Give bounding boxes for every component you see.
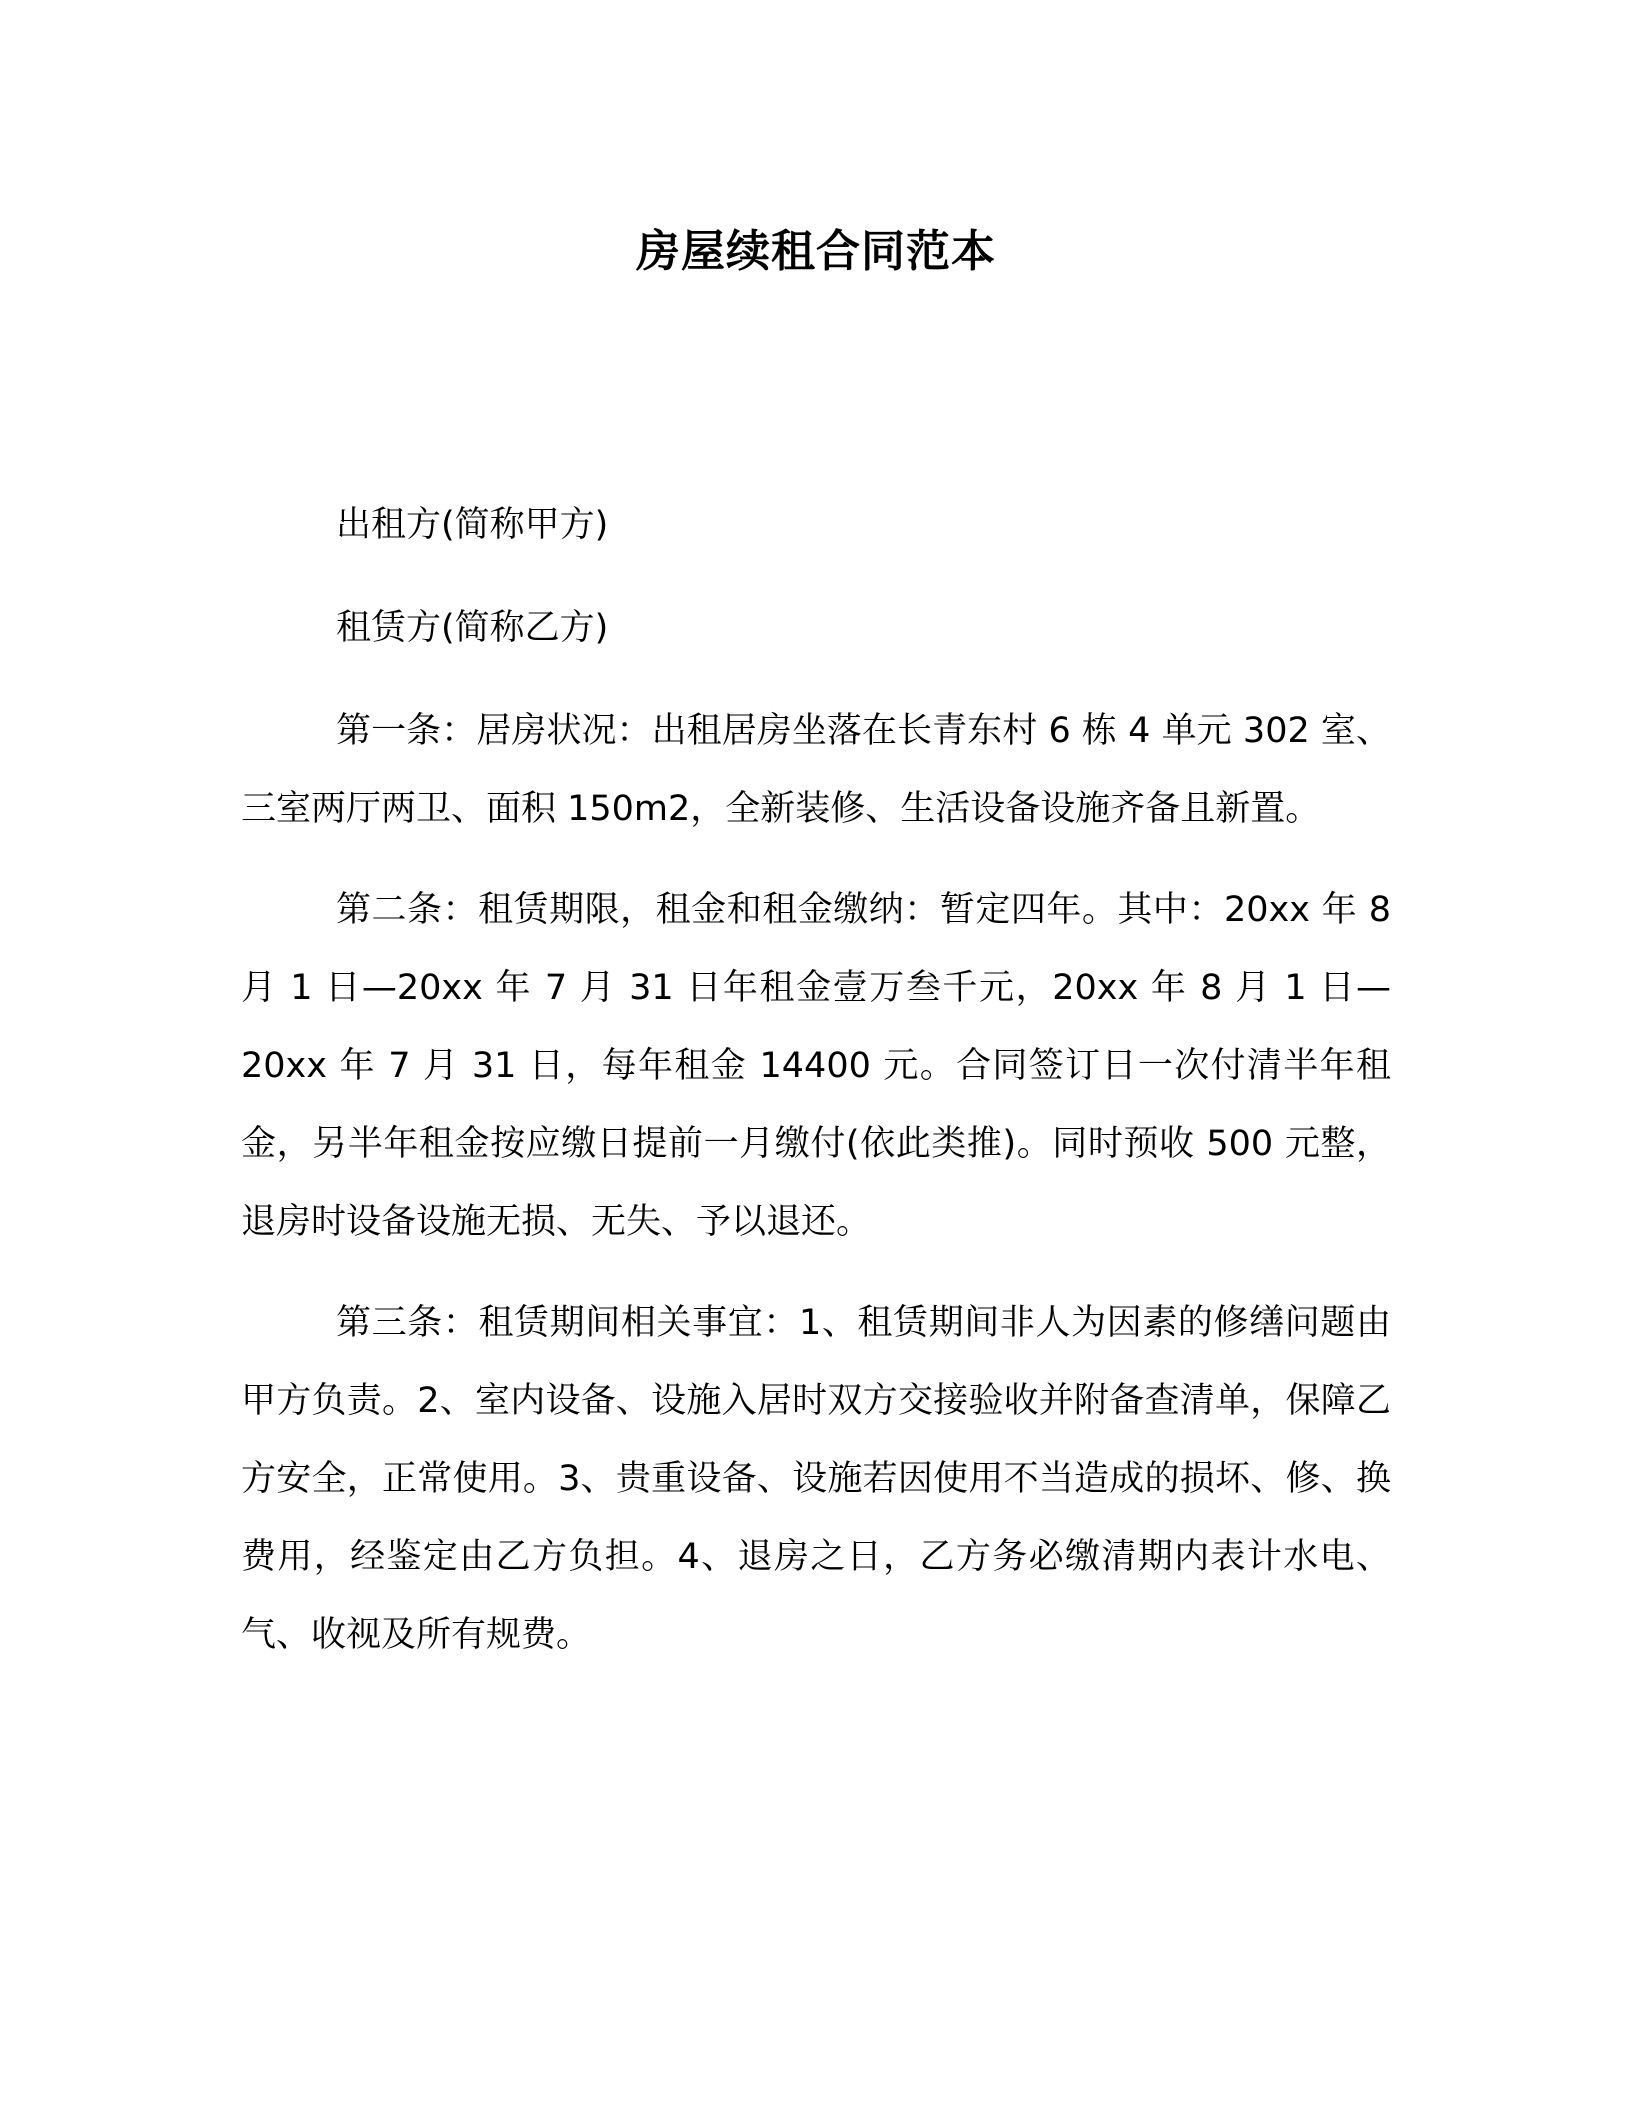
lessor-line: 出租方(简称甲方) — [336, 505, 609, 545]
article-3: 第三条：租赁期间相关事宜：1、租赁期间非人为因素的修缮问题由甲方负责。2、室内设备、设施入居时双方交接验收并附备查清单，保障乙方安全，正常使用。3、贵重设备、设施若因使用不当造成的损坏、修、换费用，经鉴定由乙方负担。4、退房之日，乙方务必缴清期内表计水电、气、收视及所有规费。 — [241, 1303, 1391, 1655]
document-body — [241, 486, 1391, 1697]
article-1: 第一条：居房状况：出租居房坐落在长青东村 6 栋 4 单元 302 室、三室两厅两卫、面积 150m2，全新装修、生活设备设施齐备且新置。 — [241, 711, 1391, 829]
article-2: 第二条：租赁期限，租金和租金缴纳：暂定四年。其中：20xx 年 8 月 1 日—20xx 年 7 月 31 日年租金壹万叁千元，20xx 年 8 月 1 日—20xx 年 7 月 31 日，每年租金 14400 元。合同签订日一次付清半年租金，另半年租金按应缴日提前一月缴付(依此类推)。同时预收 500 元整，退房时设备设施无损、无失、予以退还。 — [241, 890, 1391, 1242]
lessee-line: 租赁方(简称乙方) — [336, 608, 609, 648]
document-title: 房屋续租合同范本 — [636, 226, 996, 277]
